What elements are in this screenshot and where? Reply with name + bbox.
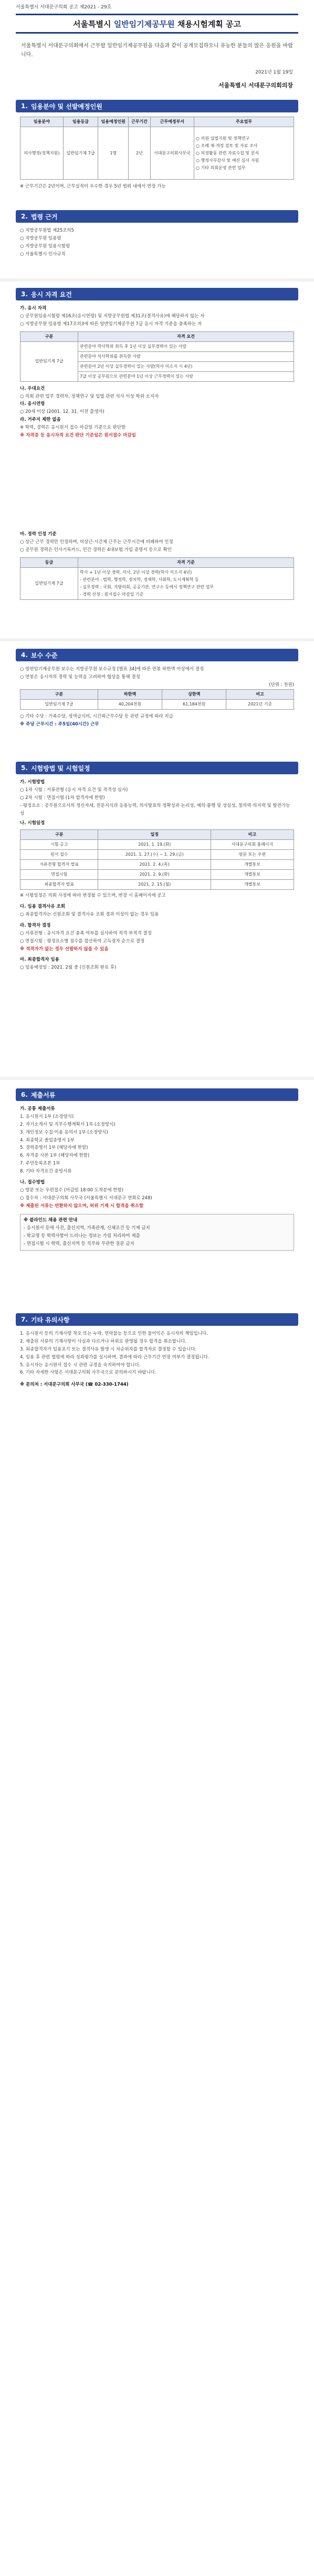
text-line: ○ 상근 근무 경력만 인정하며, 비상근·시간제 근무는 근무시간에 비례하여 인정 (20, 539, 173, 545)
section-title: 임용분야 및 선발예정인원 (30, 102, 102, 110)
divider (0, 1077, 314, 1080)
table-header-row (20, 689, 294, 699)
eval-text: 학사 + 1년 이상 경력, 석사, 2년 이상 경력(학사 미소지 4년) (80, 569, 192, 575)
section-2-body (20, 227, 294, 258)
table-header: 구분 (20, 689, 98, 699)
text-line: ○ 최종합격자는 신원조회 및 결격사유 조회 결과 이상이 없는 경우 임용 (20, 912, 159, 917)
table-cell: 방문 또는 우편 (211, 850, 294, 860)
section-number: 7. (21, 1316, 28, 1323)
table-header-row (20, 331, 294, 341)
eval-item: - 실무경력 : 국회, 지방의회, 공공기관, 연구소 등에서 정책연구 관련 업무 (80, 584, 214, 589)
table-header-row (20, 117, 294, 127)
section-3-body (20, 305, 294, 440)
box-line: - 응시원서 등에 사진, 출신지역, 가족관계, 신체조건 등 기재 금지 (24, 1225, 150, 1231)
section-title: 기타 유의사항 (30, 1316, 70, 1324)
warning-note: ※ 적격자가 없는 경우 선발하지 않을 수 있음 (20, 946, 109, 952)
announcement-date: 2021년 1월 19일 (255, 70, 293, 75)
announcement-number: 서울특별시 서대문구의회 공고 제2021 - 29호 (16, 5, 112, 10)
section-3-header (16, 288, 298, 300)
section-number: 1. (21, 102, 28, 110)
table-header: 등급 (20, 557, 78, 567)
contact-info: ※ 문의처 : 서대문구의회 사무국 (☎ 02-330-1744) (20, 1382, 129, 1388)
text-line: ○ 공무원 경력은 인사기록카드, 민간 경력은 4대보험 가입 증명서 등으로 확인 (20, 547, 172, 553)
table-cell: 2021. 2. 9.(화) (98, 870, 211, 880)
box-line: - 학교명 등 학력사항이 드러나는 정보는 가림 처리하여 제출 (24, 1233, 140, 1239)
text-line: ○ 면접시험 : 평정요소별 점수를 합산하여 고득점자 순으로 결정 (20, 938, 145, 944)
table-header: 구분 (20, 830, 98, 840)
section-6-body (20, 1105, 294, 1251)
text-line: ○ 1차 시험 : 서류전형 (응시 자격 요건 및 적격성 심사) (20, 787, 128, 793)
table-header-row (20, 830, 294, 840)
section-1-header (16, 100, 298, 112)
text-line: ○ 지방공무원 임용령 제17조의3에 따른 일반임기제공무원 7급 응시 자격 기준을 충족하는 자 (20, 321, 202, 327)
document-item: 4. 최종학교 졸업증명서 1부 (20, 1137, 75, 1143)
section-6-header (16, 1088, 298, 1101)
table-cell: 관련분야 학사학위 취득 후 1년 이상 실무경력이 있는 사람 (78, 341, 294, 351)
table-cell: 2021. 2. 4.(목) (98, 860, 211, 870)
table-header: 상한액 (162, 689, 226, 699)
text-line: ※ 시험일정은 의회 사정에 따라 변경될 수 있으며, 변경 시 홈페이지에 공고 (20, 893, 166, 899)
unit-label: (단위 : 천원) (269, 682, 294, 688)
section-2-header (16, 210, 298, 223)
eval-item: - 경력 산정 : 원서접수 마감일 기준 (80, 591, 144, 597)
table-header: 비고 (226, 689, 294, 699)
duty-item: ○ 의정활동 관련 자료수집 및 분석 (196, 150, 259, 155)
page-title (73, 18, 241, 29)
table-cell: 2021년 기준 (226, 699, 294, 709)
table-cell: 1명 (98, 127, 129, 180)
table-cell: 일반임기제 7급 (20, 567, 78, 599)
section-4-header (16, 649, 298, 661)
document-item: 8. 기타 자격요건 증빙서류 (20, 1169, 72, 1174)
section-title: 제출서류 (30, 1091, 56, 1099)
notice-item: 1. 응시원서 등의 기재사항 착오 또는 누락, 연락불능 등으로 인한 불이익은 응시자의 책임입니다. (20, 1331, 208, 1336)
notice-item: 2. 제출된 서류의 기재사항이 사실과 다르거나 허위로 판명될 경우 합격을 취소합니다. (20, 1338, 187, 1344)
section-number: 4. (21, 651, 28, 659)
document-item: 7. 주민등록초본 1부 (20, 1161, 60, 1167)
table-row (20, 127, 294, 180)
section-title: 시험방법 및 시험일정 (30, 764, 90, 772)
law-item: ○ 지방공무원법 제25조의5 (20, 228, 74, 233)
table-cell: 개별통보 (211, 860, 294, 870)
title-box (16, 14, 298, 34)
text-line: ○ 의회 관련 업무 경력자, 정책연구 및 입법 관련 석사 이상 학위 소지자 (20, 393, 159, 399)
section-1-body (20, 117, 294, 191)
table-cell: 면접시험 (20, 870, 98, 880)
law-item: ○ 서울특별시 인사규칙 (20, 251, 66, 257)
table-cell: 관련분야 2년 이상 실무경력이 있는 사람(학사 미소지 시 4년) (78, 361, 294, 371)
duties-cell (194, 127, 294, 180)
table-cell: 7급 이상 공무원으로 관련분야 1년 이상 근무경력이 있는 사람 (78, 371, 294, 381)
duty-item: ○ 기타 의회운영 관련 업무 (196, 165, 246, 170)
duty-item: ○ 조례 제·개정 검토 및 자료 조사 (196, 143, 258, 148)
text-line: ○ 기타 수당 : 가족수당, 정액급식비, 시간외근무수당 등 관련 규정에 따라 지급 (20, 713, 173, 719)
table-header: 임용등급 (63, 117, 98, 127)
table-cell: 2021. 1. 27.(수) ~ 1. 29.(금) (98, 850, 211, 860)
table-row (20, 880, 294, 890)
table-header: 임용예정인원 (98, 117, 129, 127)
table-cell: 서대문구의회사무국 (150, 127, 194, 180)
table-row (20, 699, 294, 709)
section-7-header (16, 1313, 298, 1326)
table-row (20, 860, 294, 870)
table-header: 자격 기준 (78, 557, 294, 567)
table-header: 자격 요건 (78, 331, 294, 341)
section-3b-body (20, 531, 294, 603)
document-item: 2. 자기소개서 및 직무수행계획서 1부 (소정양식) (20, 1121, 116, 1127)
table-cell: 원서 접수 (20, 850, 98, 860)
table-cell: 의사행정(정책지원) (20, 127, 64, 180)
position-table (20, 117, 294, 180)
salary-table (20, 689, 294, 710)
subsection-title: 라. 합격자 결정 (20, 922, 51, 928)
duty-item: ○ 의원 입법지원 및 정책연구 (196, 136, 250, 141)
table-row (20, 850, 294, 860)
text-line: ○ 2차 시험 : 면접시험 (1차 합격자에 한함) (20, 795, 105, 801)
table-header-row (20, 557, 294, 567)
notice-item: 4. 임용 후 관련 법령에 따라 성과평가를 실시하며, 결과에 따라 근무기간 연장 여부가 결정됩니다. (20, 1354, 210, 1360)
table-header: 주요업무 (194, 117, 294, 127)
text-line: ○ 서류전형 : 응시자격 요건 충족 여부를 심사하여 적격·부적격 결정 (20, 930, 152, 936)
table-cell: 2021. 2. 15.(월) (98, 880, 211, 890)
table-cell (78, 567, 294, 599)
table-cell: 관련분야 석사학위를 취득한 사람 (78, 351, 294, 361)
table-row (20, 870, 294, 880)
table-cell: 61,184천원 (162, 699, 226, 709)
eval-table (20, 557, 294, 600)
eval-item: - 관련분야 : 법학, 행정학, 정치학, 경제학, 사회학, 도시계획학 등 (80, 577, 199, 582)
table-cell: 40,204천원 (98, 699, 162, 709)
table-row (20, 840, 294, 850)
subsection-title: 다. 응시연령 (20, 401, 45, 407)
table-cell: 개별통보 (211, 880, 294, 890)
blind-hiring-box (20, 1214, 294, 1251)
section-number: 3. (21, 290, 28, 298)
law-item: ○ 지방공무원 임용시험령 (20, 243, 70, 249)
table-header: 구분 (20, 331, 78, 341)
document-item: 6. 자격증 사본 1부 (해당자에 한함) (20, 1153, 90, 1159)
section-title: 법령 근거 (30, 213, 58, 221)
table-header: 비고 (211, 830, 294, 840)
duty-item: ○ 행정사무감사 및 예산 심사 지원 (196, 158, 259, 163)
subsection-title: 마. 최종합격자 임용 (20, 957, 59, 963)
table-cell: 서대문구의회 홈페이지 (211, 840, 294, 850)
intro-text: 서울특별시 서대문구의회에서 근무할 일반임기제공무원을 다음과 같이 공개모집하오니 유능한 분들의 많은 응원을 바랍니다. (21, 43, 293, 58)
subsection-title: 가. 시험방법 (20, 780, 45, 785)
notice-item: 3. 최종합격자가 임용포기 또는 결격사유 발생 시 차순위자를 합격자로 결정할 수 있습니다. (20, 1346, 197, 1352)
section-number: 5. (21, 764, 28, 772)
text-line: ○ 연봉은 응시자의 경력 및 능력을 고려하여 협상을 통해 결정 (20, 674, 140, 680)
table-cell: 시험 공고 (20, 840, 98, 850)
table-cell: 개별통보 (211, 870, 294, 880)
table-row (20, 567, 294, 599)
text-line: ○ 20세 이상 (2001. 12. 31. 이전 출생자) (20, 409, 104, 415)
section-7-body (20, 1330, 294, 1389)
document-item: 5. 경력증명서 1부 (해당자에 한함) (20, 1145, 88, 1151)
notice-item: 6. 기타 자세한 사항은 서대문구의회 사무국으로 문의하시기 바랍니다. (20, 1370, 156, 1376)
title-highlight: 일반임기제공무원 (113, 19, 175, 29)
title-suffix: 채용시험계획 공고 (174, 19, 241, 29)
box-title: ※ 블라인드 채용 관련 안내 (24, 1218, 78, 1223)
text-line: ○ 일반임기제공무원 보수는 지방공무원 보수규정 [별표 34]에 따른 연봉 하한액 이상에서 결정 (20, 667, 204, 672)
table-cell: 서류전형 합격자 발표 (20, 860, 98, 870)
table-header: 임용분야 (20, 117, 64, 127)
document-item: 1. 응시원서 1부 (소정양식) (20, 1114, 74, 1119)
subsection-title: 마. 경력 인정 기준 (20, 532, 57, 537)
notice-item: 5. 응시자는 응시원서 접수 시 관련 규정을 숙지하여야 합니다. (20, 1362, 141, 1368)
warning-note: ※ 자격증 등 응시자격 요건 판단 기준일은 원서접수 마감일 (20, 432, 136, 438)
subsection-title: 라. 거주지 제한 없음 (20, 417, 61, 423)
schedule-table (20, 829, 294, 890)
signer: 서울특별시 서대문구의회의장 (218, 82, 293, 89)
subsection-title: 나. 우대요건 (20, 386, 45, 391)
section-title: 보수 수준 (30, 651, 58, 659)
warning-note: ※ 제출된 서류는 반환하지 않으며, 허위 기재 시 합격을 취소함 (20, 1203, 144, 1209)
text-line: ※ 학력, 경력은 응시원서 접수 마감일 기준으로 판단함 (20, 425, 126, 430)
section-number: 2. (21, 213, 28, 220)
document-item: 3. 개인정보 수집·이용 동의서 1부 (소정양식) (20, 1129, 108, 1135)
table-cell: 일반임기제 7급 (20, 341, 78, 381)
subsection-title: 나. 시험일정 (20, 820, 45, 826)
subsection-title: 가. 응시 자격 (20, 306, 47, 311)
text-line: - 평정요소 : 공무원으로서의 정신자세, 전문지식과 응용능력, 의사발표의 정확성과 논리성, 예의·품행 및 성실성, 창의력·의지력 및 발전가능성 (20, 803, 290, 816)
table-header: 하한액 (98, 689, 162, 699)
text-line: ○ 임용예정일 : 2021. 2월 중 (신원조회 완료 후) (20, 965, 117, 971)
law-item: ○ 지방공무원 임용령 (20, 235, 61, 241)
subsection-title: 가. 공통 제출서류 (20, 1106, 55, 1112)
table-header: 근무기간 (129, 117, 150, 127)
text-line: ○ 공무원임용시험령 제16조(응시연령) 및 지방공무원법 제31조(결격사유)에 해당하지 않는 자 (20, 313, 205, 319)
text-line: ○ 접수처 : 서대문구의회 사무국 (서울특별시 서대문구 연희로 248) (20, 1195, 152, 1201)
title-prefix: 서울특별시 (73, 19, 114, 29)
qualification-table (20, 331, 294, 382)
table-header: 근무예정부서 (150, 117, 194, 127)
box-line: - 면접시험 시 학력, 출신지역 등 직무와 무관한 질문 금지 (24, 1241, 134, 1247)
subsection-title: 나. 접수방법 (20, 1179, 45, 1185)
section-number: 6. (21, 1091, 28, 1098)
info-note: ※ 주당 근무시간 : 주5일(40시간) 근무 (20, 721, 99, 727)
table-row (20, 341, 294, 351)
table-cell: 2년 (129, 127, 150, 180)
table-cell: 일반임기제 7급 (63, 127, 98, 180)
section-5-header (16, 762, 298, 774)
text-line: ○ 방문 또는 우편접수 (마감일 18:00 도착분에 한함) (20, 1187, 124, 1193)
divider (0, 638, 314, 641)
section-5-body (20, 778, 294, 972)
table-cell: 2021. 1. 19.(화) (98, 840, 211, 850)
section-4-body (20, 666, 294, 728)
table-cell: 최종합격자 발표 (20, 880, 98, 890)
subsection-title: 다. 임용 결격사유 조회 (20, 904, 66, 910)
divider (0, 278, 314, 282)
section-note: ※ 근무기간은 2년이며, 근무실적이 우수한 경우 5년 범위 내에서 연장 가능 (20, 184, 166, 189)
section-title: 응시 자격 요건 (30, 290, 72, 298)
table-cell: 일반임기제 7급 (20, 699, 98, 709)
table-header: 일정 (98, 830, 211, 840)
